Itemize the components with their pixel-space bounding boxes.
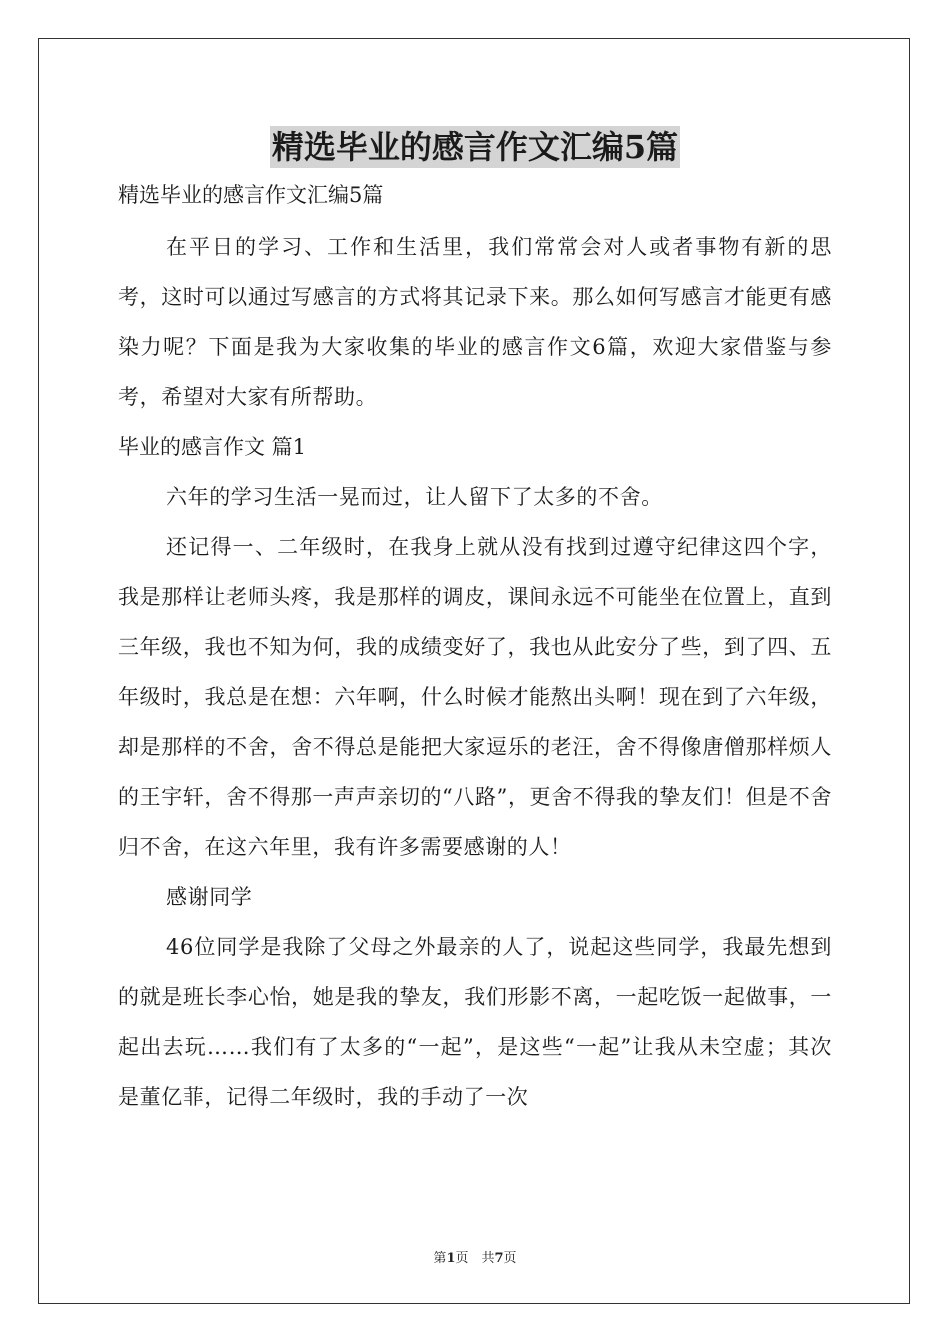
footer-prefix: 第 (433, 1251, 447, 1266)
title-wrap (118, 126, 832, 170)
footer-mid: 页 共 (455, 1251, 495, 1266)
paragraph-3[interactable]: 46位同学是我除了父母之外最亲的人了，说起这些同学，我最先想到的就是班长李心怡，她是我的挚友，我们形影不离，一起吃饭一起做事，一起出去玩……我们有了太多的“一起”，是这些“一起”让我从未空虚；其次是董亿菲，记得二年级时，我的手动了一次 (118, 935, 832, 1109)
document-title[interactable]: 精选毕业的感言作文汇编5篇 (271, 128, 679, 166)
intro-paragraph[interactable]: 在平日的学习、工作和生活里，我们常常会对人或者事物有新的思考，这时可以通过写感言的方式将其记录下来。那么如何写感言才能更有感染力呢？下面是我为大家收集的毕业的感言作文6篇，欢迎大家借鉴与参考，希望对大家有所帮助。 (118, 235, 832, 409)
footer-current-page: 1 (446, 1251, 456, 1266)
subheading-thanks-classmates[interactable]: 感谢同学 (166, 885, 253, 909)
subtitle-line[interactable]: 精选毕业的感言作文汇编5篇 (118, 183, 384, 207)
document-body (118, 126, 832, 1122)
paragraph-1[interactable]: 六年的学习生活一晃而过，让人留下了太多的不舍。 (166, 485, 663, 509)
paragraph-2[interactable]: 还记得一、二年级时，在我身上就从没有找到过遵守纪律这四个字，我是那样让老师头疼，我是那样的调皮，课间永远不可能坐在位置上，直到三年级，我也不知为何，我的成绩变好了，我也从此安分了些，到了四、五年级时，我总是在想：六年啊，什么时候才能熬出头啊！现在到了六年级，却是那样的不舍，舍不得总是能把大家逗乐的老汪，舍不得像唐僧那样烦人的王宇轩，舍不得那一声声亲切的“八路”，更舍不得我的挚友们！但是不舍归不舍，在这六年里，我有许多需要感谢的人！ (118, 535, 832, 859)
page-footer (0, 1247, 950, 1266)
section-heading[interactable]: 毕业的感言作文 篇1 (118, 435, 307, 459)
footer-suffix: 页 (503, 1251, 517, 1266)
footer-total-pages: 7 (494, 1251, 504, 1266)
